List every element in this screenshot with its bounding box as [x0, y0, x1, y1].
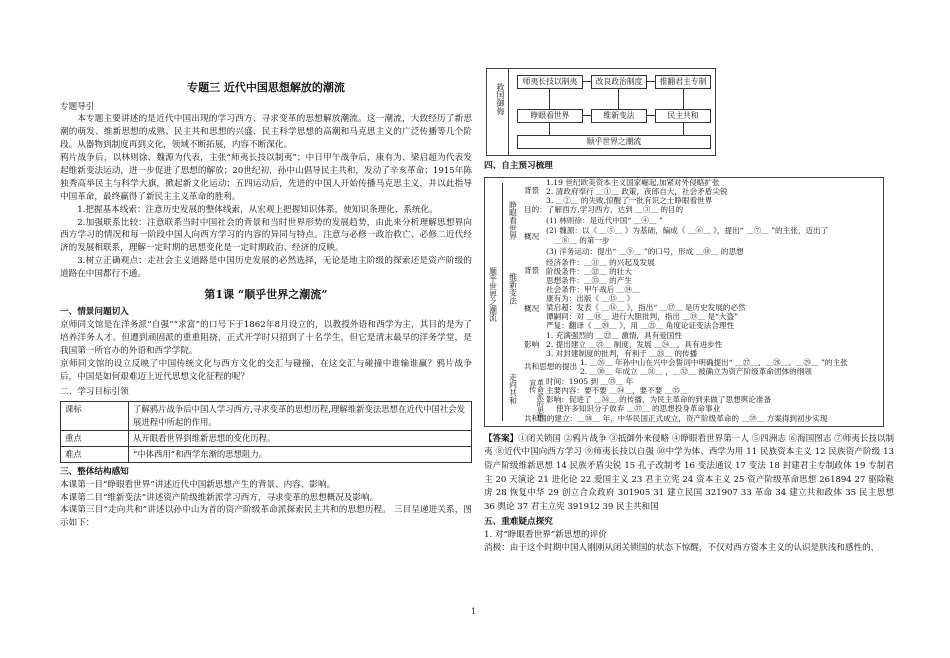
guide-paragraph: 1.把握基本线索：注意历史发展的整体线索，从宏观上把握知识体系，使知识条理化、系统化。	[77, 204, 438, 215]
mindmap-item: 阶级条件：＿⑫＿ 的壮大	[546, 266, 632, 276]
diagram-box: 睁眼看世界	[517, 109, 583, 123]
mindmap-node: 概况	[524, 231, 540, 241]
mindmap-item: (3) 洋务运动：提出“ ＿⑨＿ ”的口号，形成 ＿⑩＿ 的思想	[546, 246, 744, 256]
answer-text: ①闭关锁国 ②鸦片战争 ③抵御外来侵略 ④睁眼看世界第一人 ⑤四洲志 ⑥海国图志 ⑦师夷长技以制夷 ⑧近代中国向西方学习 ⑨师夷长技以自强 ⑩中学为体、西学为用 11 民族资本主义 12 民族资产阶级 13 资产阶级维新思想 14 民族矛盾尖锐 15 孔子改制考 16 变法通议 17 变法 18 封建君主专制政体 19 专制君主 20 天演论 21 进化论 22 爱国主义 23 君主立宪 24 资本主义 25 资产阶级革命思想 261894 27 驱除鞑虏 28 恢复中华 29 创立合众政府 301905 31 建立民国 321907 33 革命 34 建立共和政体 35 民主思想 36 舆论 37 君主立宪 391912 39 民主共和国	[484, 433, 894, 512]
guide-paragraph: 2.加强联系比较：注意联系当时中国社会的背景和当时世界形势的发展趋势，由此来分析理解思想界向西方学习的情况和每一阶段中国人向西方学习的内容的异同与特点。注意与必修一政治救亡、必修二近代经济的发展相联系，理解一定时期的思想变化是一定时期政治、经济的反映。	[60, 217, 472, 254]
mindmap-item: 2. ＿㉚＿ 年成立 ＿㉛＿ ，＿㉜＿ 被确立为资产阶级革命团体的纲领	[580, 366, 812, 376]
lesson-title: 第1课 “顺乎世界之潮流”	[204, 287, 328, 301]
diagram-side-label: 救国御侮	[487, 69, 509, 155]
mindmap-brace	[502, 183, 503, 421]
mindmap-item: 影响：促进了 ＿㊱＿ 的传播，为民主革命的到来做了思想舆论准备	[546, 394, 772, 404]
mindmap-group: 走向共和	[508, 372, 518, 405]
mindmap-item: 1.19 世纪欧美资本主义国家崛起,加紧对外侵略扩张	[546, 177, 720, 187]
mindmap-item: 1. 充满强烈的 ＿㉒＿ 激情，具有爱国性	[546, 330, 682, 340]
guide-label: 专题导引	[60, 101, 95, 112]
analysis-paragraph: 消极：由于这个时期中国人刚刚从闭关锁国的状态下惊醒，不仅对西方资本主义的认识是肤浅和感性的，	[484, 543, 880, 554]
page-number: 1	[471, 607, 477, 616]
mindmap-item: 2. 提出建立 ＿㉓＿ 制度，发展 ＿㉔＿，具有进步性	[546, 339, 723, 349]
goals-table	[60, 401, 472, 463]
topic-title: 专题三 近代中国思想解放的潮流	[187, 81, 345, 94]
mindmap-item: 思想条件：＿⑬＿ 的产生	[546, 275, 632, 285]
section-heading: 一、情景问题切入	[60, 307, 129, 318]
goal-key: 课标	[61, 401, 129, 430]
section-heading: 四、自主预习梳理	[484, 161, 553, 171]
diagram-box: 维新变法	[591, 109, 647, 123]
diagram-box: 师夷长技以制夷	[517, 75, 583, 89]
mindmap-item: 社会条件：甲午战后 ＿⑭＿	[546, 284, 640, 294]
mindmap-item: 主要内容：要不要 ＿㉞＿，要不要 ＿㉟＿	[546, 385, 688, 395]
goal-value: “中体西用”和西学东渐的思想阻力。	[129, 446, 472, 462]
diagram-box: 顺乎世界之潮流	[517, 135, 711, 149]
mindmap-root: 顺乎世界之潮流	[488, 266, 498, 322]
diagram-connector	[549, 88, 550, 109]
diagram-connector	[647, 81, 655, 82]
mindmap-node: 背景	[524, 185, 540, 195]
section-heading: 五、重难疑点探究	[484, 517, 553, 528]
analysis-paragraph: 1. 对“睁眼看世界”新思想的评价	[484, 530, 607, 541]
right-column	[484, 68, 894, 555]
goal-value: 从开眼看世界到维新思想的变化历程。	[129, 430, 472, 446]
structure-diagram	[486, 68, 716, 156]
diagram-connector	[683, 88, 684, 109]
goal-key: 重点	[61, 430, 129, 446]
table-row	[61, 401, 472, 430]
structure-paragraph: 本课第三目“走向共和”讲述以孙中山为首的资产阶级革命派探索民主共和的思想历程。 三目呈递进关系，图示如下：	[60, 505, 472, 529]
mindmap-group: 维新变法	[508, 272, 518, 305]
section-heading: 二、学习目标引领	[60, 386, 129, 397]
mindmap-item: 使许多知识分子放弃 ＿㊲＿ 的思想投身革命事业	[556, 403, 721, 413]
mindmap-item: 共和国的建立：＿㊳＿ 年，中华民国正式成立，资产阶级革命的 ＿㊴＿ 方案得到初步实现	[524, 413, 828, 423]
diagram-connector	[683, 122, 684, 135]
guide-paragraph: 3.树立正确观点：走社会主义道路是中国历史发展的必然选择，无论是地主阶级的探索还是资产阶级的道路在中国都行不通。	[60, 256, 472, 280]
mindmap-node: 革命派的思想宣传	[528, 378, 545, 421]
left-column	[60, 80, 472, 530]
scenario-paragraph: 京师同文馆的设立反映了中国传统文化与西方文化的交汇与碰撞，在这交汇与碰撞中谁输谁赢？鸦片战争后，中国是如何艰难迈上近代思想文化征程的呢？	[60, 359, 472, 382]
answer-label: 【答案】	[484, 433, 519, 444]
diagram-connector	[618, 88, 619, 109]
diagram-connector	[647, 115, 655, 116]
preview-mindmap	[484, 177, 884, 427]
mindmap-item: 经济条件：＿⑪＿ 的兴起及发展	[546, 257, 655, 267]
mindmap-item: ＿⑧＿ 的第一步	[554, 235, 610, 245]
answer-block	[484, 433, 894, 515]
mindmap-node: 背景	[524, 265, 540, 275]
diagram-box: 民主共和	[655, 109, 711, 123]
table-row	[61, 430, 472, 446]
mindmap-item: (2) 魏源：以《 ＿⑤＿ 》为基础，编成《 ＿⑥＿ 》，提出“ ＿⑦＿ ”的主张，迈出了	[546, 225, 829, 235]
diagram-connector	[583, 115, 591, 116]
structure-paragraph: 本课第一目“睁眼看世界”讲述近代中国新思想产生的背景、内容、影响。	[60, 479, 336, 490]
diagram-connector	[583, 81, 591, 82]
mindmap-group: 睁眼看世界	[508, 200, 518, 240]
mindmap-node: 共和思想的提出	[524, 361, 578, 371]
diagram-connector	[549, 122, 550, 135]
mindmap-item: 3. ＿②＿ 的失败,惊醒了一批有识之士睁眼看世界	[546, 195, 713, 205]
diagram-box: 改良政治制度	[591, 75, 647, 89]
scenario-paragraph: 京师同文馆是在洋务派“自强”“求富”的口号下于1862年8月设立的，以教授外语和西学为主，其目的是为了培养洋务人才。但遭到顽固派的重重阻挠，正式开学时只招到了十名学生，但它是清末最早的洋务学堂，是我国第一所官办的外语和西学学院。	[60, 320, 472, 357]
mindmap-item: 2. 清政府奉行 ＿①＿ 政策，夜郎自大，社会矛盾尖锐	[546, 186, 728, 196]
goal-value: 了解鸦片战争后中国人学习西方,寻求变革的思想历程,理解维新变法思想在近代中国社会发展进程中所起的作用。	[129, 401, 472, 430]
mindmap-item: 严复：翻译《 ＿⑳＿ 》，用 ＿㉑＿ 角度论证变法合理性	[546, 320, 735, 330]
guide-paragraph: 本专题主要讲述的是近代中国出现的学习西方、寻求变革的思想解放潮流。这一潮流，大致经历了新思潮的萌发、维新思想的成熟、民主共和思想的兴盛、民主科学思想的高潮和马克思主义的广泛传播等几个阶段。从器物到制度再到文化，领域不断拓展，内容不断深化。	[60, 114, 472, 151]
mindmap-item: 谭嗣同：对 ＿⑱＿ 进行大胆批判，指出 ＿⑲＿ 是“大盗”	[546, 311, 739, 321]
guide-paragraph: 鸦片战争后，以林则徐、魏源为代表，主张“师夷长技以制夷”；中日甲午战争后，康有为、梁启超为代表发起维新变法运动，进一步促进了思想的解放；20世纪初，孙中山倡导民主共和，发动了辛亥革命；1915年陈独秀高举民主与科学大旗，掀起新文化运动；五四运动后，先进的中国人开始传播马克思主义，并以此指导中国革命，最终赢得了新民主主义革命的胜利。	[60, 153, 472, 202]
section-heading: 三、整体结构感知	[60, 466, 129, 477]
structure-paragraph: 本课第二目“维新变法”讲述资产阶级维新派学习西方，寻求变革的思想概况及影响。	[60, 492, 379, 503]
mindmap-node: 影响	[524, 339, 540, 349]
mindmap-item: 梁启超：发表《 ＿⑯＿ 》，指出“ ＿⑰＿ 是历史发展的必然	[546, 302, 746, 312]
mindmap-item: 时间：1905 到 ＿㉝＿ 年	[546, 376, 634, 386]
table-row	[61, 446, 472, 462]
mindmap-item: 康有为：出版《 ＿⑮＿ 》	[546, 293, 635, 303]
mindmap-item: 目的：了解西方,学习西方，达到 ＿③＿ 的目的	[524, 204, 684, 214]
mindmap-item: 3. 对封建制度的批判，有利于 ＿㉕＿ 的传播	[546, 348, 698, 358]
diagram-box: 推翻君主专制	[655, 75, 711, 89]
mindmap-node: 概况	[524, 303, 540, 313]
mindmap-item: 1. ＿㉖＿ 年孙中山在兴中会誓词中明确提出“ ＿㉗＿、＿㉘＿、＿㉙＿ ”的主张	[580, 357, 848, 367]
mindmap-item: (1) 林则徐：是近代中国“ ＿④＿ ”	[546, 215, 663, 225]
goal-key: 难点	[61, 446, 129, 462]
